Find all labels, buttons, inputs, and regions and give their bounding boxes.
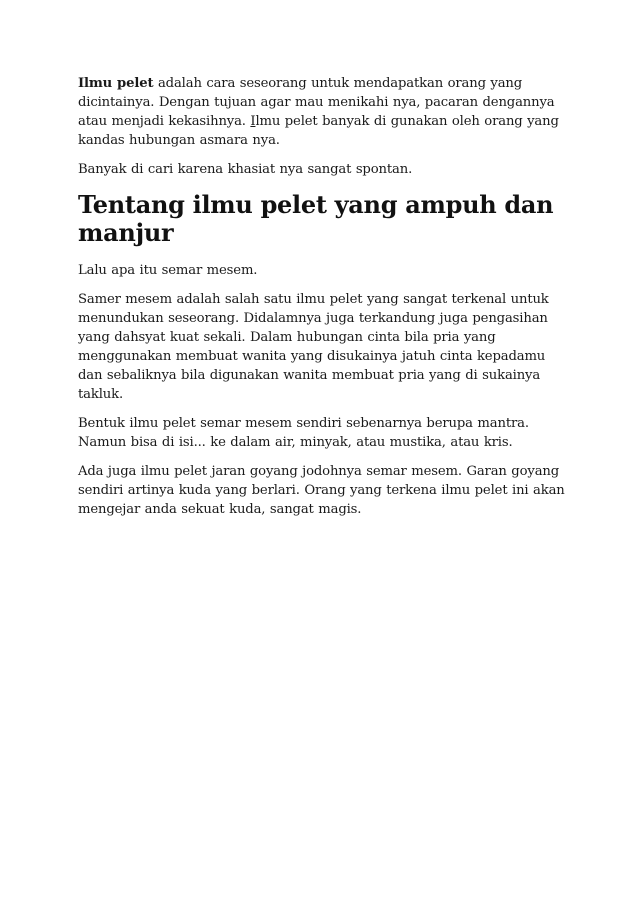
document-page bbox=[78, 74, 568, 529]
section-heading: Tentang ilmu pelet yang ampuh dan manjur bbox=[78, 190, 554, 247]
intro-underlined-letter: I bbox=[250, 114, 256, 129]
jaran-goyang-paragraph: Ada juga ilmu pelet jaran goyang jodohnya semar mesem. Garan goyang sendiri artinya kuda yang berlari. Orang yang terkena ilmu pelet ini akan mengejar anda sekuat kuda, sangat magis. bbox=[78, 464, 565, 517]
intro-text-b: lmu pelet banyak di gunakan oleh orang yang kandas hubungan asmara nya. bbox=[78, 114, 559, 148]
intro-paragraph bbox=[78, 74, 568, 150]
mantra-paragraph: Bentuk ilmu pelet semar mesem sendiri sebenarnya berupa mantra. Namun bisa di isi... ke dalam air, minyak, atau mustika, atau kris. bbox=[78, 416, 529, 450]
semar-mesem-question: Lalu apa itu semar mesem. bbox=[78, 263, 258, 278]
khasiat-paragraph: Banyak di cari karena khasiat nya sangat spontan. bbox=[78, 162, 413, 177]
intro-text-a: adalah cara seseorang untuk mendapatkan orang yang dicintainya. Dengan tujuan agar mau menikahi nya, pacaran dengannya atau menjadi kekasihnya. bbox=[78, 76, 555, 129]
bold-lead-term: Ilmu pelet bbox=[78, 76, 154, 91]
semar-mesem-paragraph: Samer mesem adalah salah satu ilmu pelet yang sangat terkenal untuk menundukan seseorang. Didalamnya juga terkandung juga pengasihan yang dahsyat kuat sekali. Dalam hubungan cinta bila pria yang menggunakan membuat wanita yang disukainya jatuh cinta kepadamu dan sebaliknya bila digunakan wanita membuat pria yang di sukainya takluk. bbox=[78, 292, 549, 402]
